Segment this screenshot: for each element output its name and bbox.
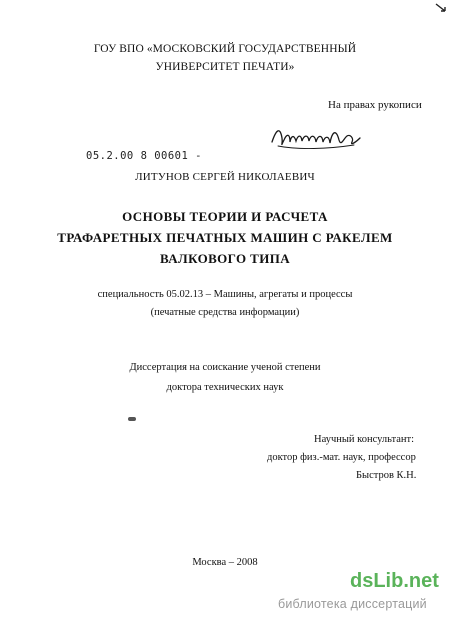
watermark-tagline: библиотека диссертаций (278, 597, 427, 611)
title-line-3: ВАЛКОВОГО ТИПА (159, 251, 291, 266)
corner-arrow-icon (434, 2, 448, 14)
organization-line-1: ГОУ ВПО «МОСКОВСКИЙ ГОСУДАРСТВЕННЫЙ (93, 43, 357, 55)
author-name: ЛИТУНОВ СЕРГЕЙ НИКОЛАЕВИЧ (135, 171, 315, 183)
advisor-title: доктор физ.-мат. наук, профессор (267, 452, 416, 463)
watermark-site: dsLib.net (350, 570, 439, 592)
city-year: Москва – 2008 (192, 557, 258, 568)
degree-line-1: Диссертация на соискание ученой степени (129, 362, 321, 373)
degree-line-2: доктора технических наук (166, 382, 284, 393)
watermark-logo (278, 570, 448, 622)
organization-line-2: УНИВЕРСИТЕТ ПЕЧАТИ» (155, 61, 295, 73)
rights-notice: На правах рукописи (328, 99, 422, 111)
specialty-line-2: (печатные средства информации) (150, 307, 300, 318)
signature (268, 120, 364, 162)
advisor-label: Научный консультант: (314, 434, 415, 445)
registry-stamp: 05.2.00 8 00601 - (86, 150, 202, 162)
title-line-1: ОСНОВЫ ТЕОРИИ И РАСЧЕТА (122, 209, 328, 224)
scan-mark (128, 417, 136, 421)
specialty-line-1: специальность 05.02.13 – Машины, агрегаты и процессы (97, 289, 353, 300)
title-line-2: ТРАФАРЕТНЫХ ПЕЧАТНЫХ МАШИН С РАКЕЛЕМ (57, 230, 393, 245)
advisor-name: Быстров К.Н. (356, 470, 417, 481)
